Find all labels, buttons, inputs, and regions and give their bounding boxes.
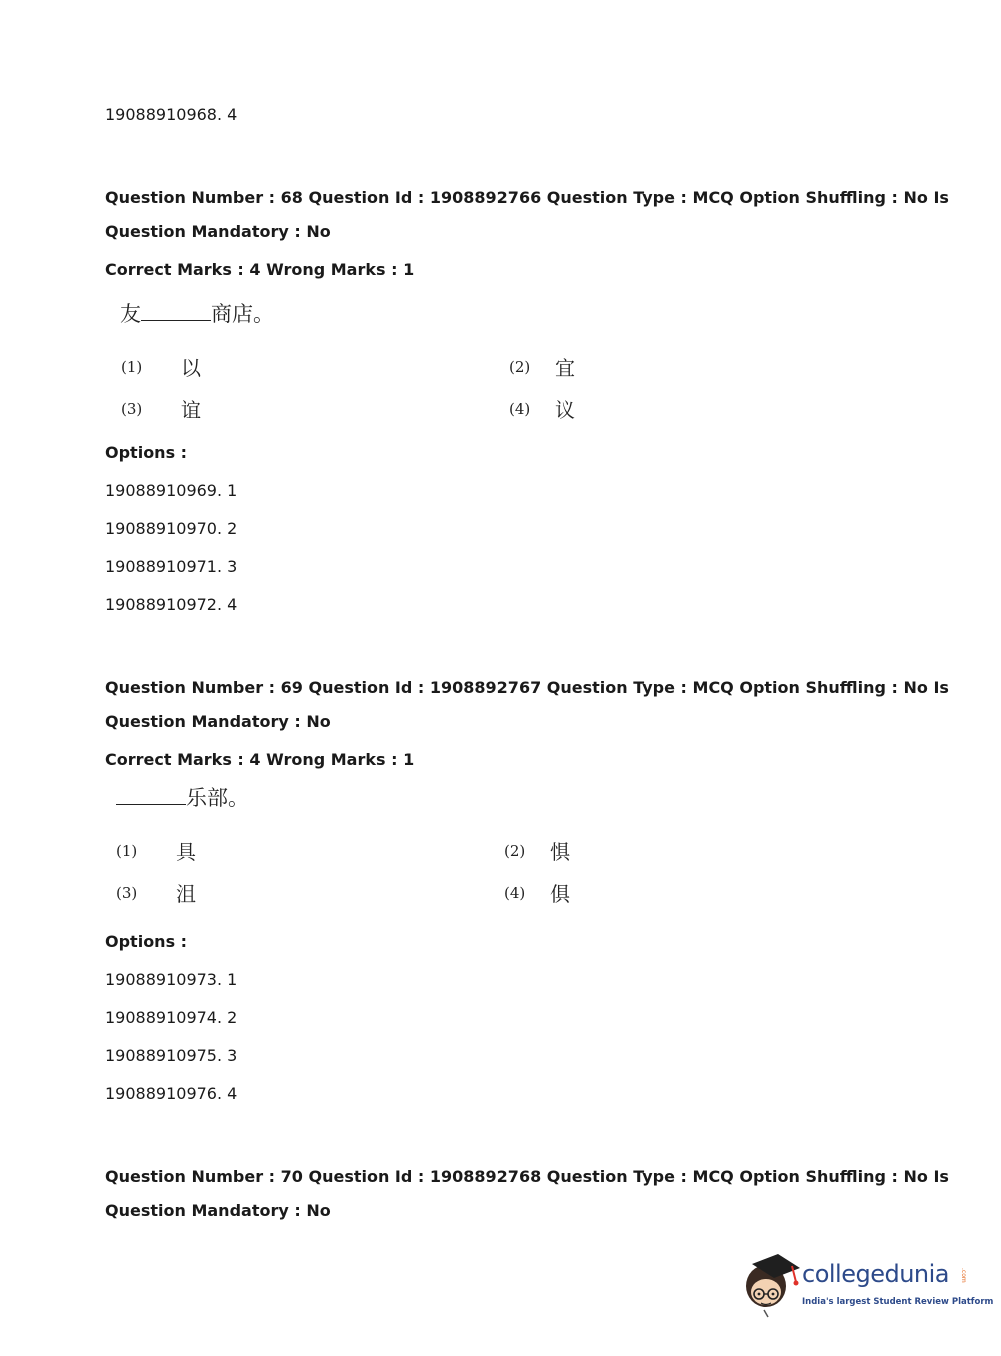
question-header: Question Number : 70 Question Id : 1908892768 Question Type : MCQ Option Shuffling : No Is: [105, 1167, 949, 1186]
choice-4: (4) 议: [509, 398, 575, 422]
option-item: 19088910976. 4: [105, 1084, 238, 1103]
option-item: 19088910968. 4: [105, 105, 238, 124]
option-item: 19088910970. 2: [105, 519, 238, 538]
option-item: 19088910971. 3: [105, 557, 238, 576]
choice-1: (1) 以: [121, 356, 201, 380]
option-item: 19088910972. 4: [105, 595, 238, 614]
choice-3: (3) 沮: [116, 882, 196, 906]
logo-domain: .com: [960, 1268, 967, 1283]
question-mandatory: Question Mandatory : No: [105, 1201, 331, 1220]
logo-wordmark: collegedunia: [802, 1260, 950, 1288]
options-label: Options :: [105, 932, 188, 951]
option-item: 19088910975. 3: [105, 1046, 238, 1065]
marks-line: Correct Marks : 4 Wrong Marks : 1: [105, 260, 415, 279]
logo-tagline: India's largest Student Review Platform: [802, 1297, 994, 1307]
marks-line: Correct Marks : 4 Wrong Marks : 1: [105, 750, 415, 769]
options-label: Options :: [105, 443, 188, 462]
question-header: Question Number : 68 Question Id : 1908892766 Question Type : MCQ Option Shuffling : No Is: [105, 188, 949, 207]
question-header: Question Number : 69 Question Id : 1908892767 Question Type : MCQ Option Shuffling : No Is: [105, 678, 949, 697]
option-item: 19088910973. 1: [105, 970, 238, 989]
mascot-icon: [742, 1250, 802, 1318]
stem-suffix: 商店。: [211, 302, 274, 326]
option-item: 19088910974. 2: [105, 1008, 238, 1027]
question-stem: [120, 302, 274, 326]
collegedunia-logo: [742, 1250, 994, 1320]
choice-1: (1) 具: [116, 840, 196, 864]
answer-blank: [141, 318, 211, 321]
choice-4: (4) 俱: [504, 882, 570, 906]
choice-2: (2) 宜: [509, 356, 575, 380]
question-stem: [116, 786, 249, 810]
option-item: 19088910969. 1: [105, 481, 238, 500]
answer-blank: [116, 802, 186, 805]
question-mandatory: Question Mandatory : No: [105, 222, 331, 241]
question-mandatory: Question Mandatory : No: [105, 712, 331, 731]
choice-3: (3) 谊: [121, 398, 201, 422]
stem-suffix: 乐部。: [186, 786, 249, 810]
stem-prefix: 友: [120, 302, 141, 326]
choice-2: (2) 惧: [504, 840, 570, 864]
